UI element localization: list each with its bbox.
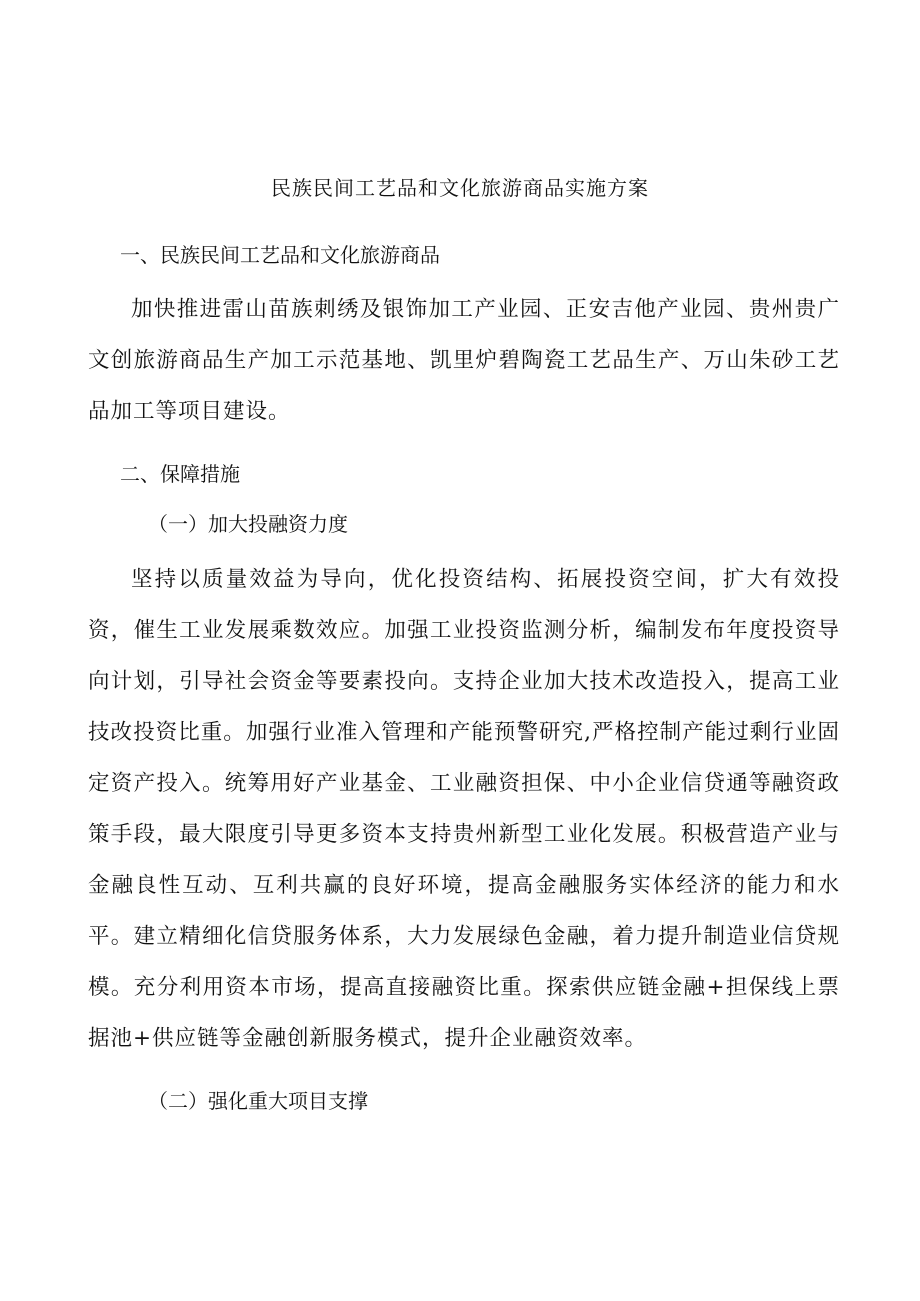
subsection-1-paragraph: 坚持以质量效益为导向，优化投资结构、拓展投资空间，扩大有效投资，催生工业发展乘数效应。加强工业投资监测分析，编制发布年度投资导向计划，引导社会资金等要素投向。支持企业加大技术改造投入，提高工业技改投资比重。加强行业准入管理和产能预警研究,严格控制产能过剩行业固定资产投入。统筹用好产业基金、工业融资担保、中小企业信贷通等融资政策手段，最大限度引导更多资本支持贵州新型工业化发展。积极营造产业与金融良性互动、互利共赢的良好环境，提高金融服务实体经济的能力和水平。建立精细化信贷服务体系，大力发展绿色金融，着力提升制造业信贷规模。充分利用资本市场，提高直接融资比重。探索供应链金融+担保线上票据池+供应链等金融创新服务模式，提升企业融资效率。 (88, 567, 840, 1051)
subsection-heading-1: （一）加大投融资力度 (148, 512, 348, 536)
section-1-paragraph: 加快推进雷山苗族刺绣及银饰加工产业园、正安吉他产业园、贵州贵广文创旅游商品生产加工示范基地、凯里炉碧陶瓷工艺品生产、万山朱砂工艺品加工等项目建设。 (88, 297, 840, 424)
section-heading-2: 二、保障措施 (120, 462, 240, 486)
document-title: 民族民间工艺品和文化旅游商品实施方案 (271, 176, 649, 200)
section-heading-1: 一、民族民间工艺品和文化旅游商品 (120, 243, 440, 267)
subsection-heading-2: （二）强化重大项目支撑 (148, 1089, 368, 1113)
